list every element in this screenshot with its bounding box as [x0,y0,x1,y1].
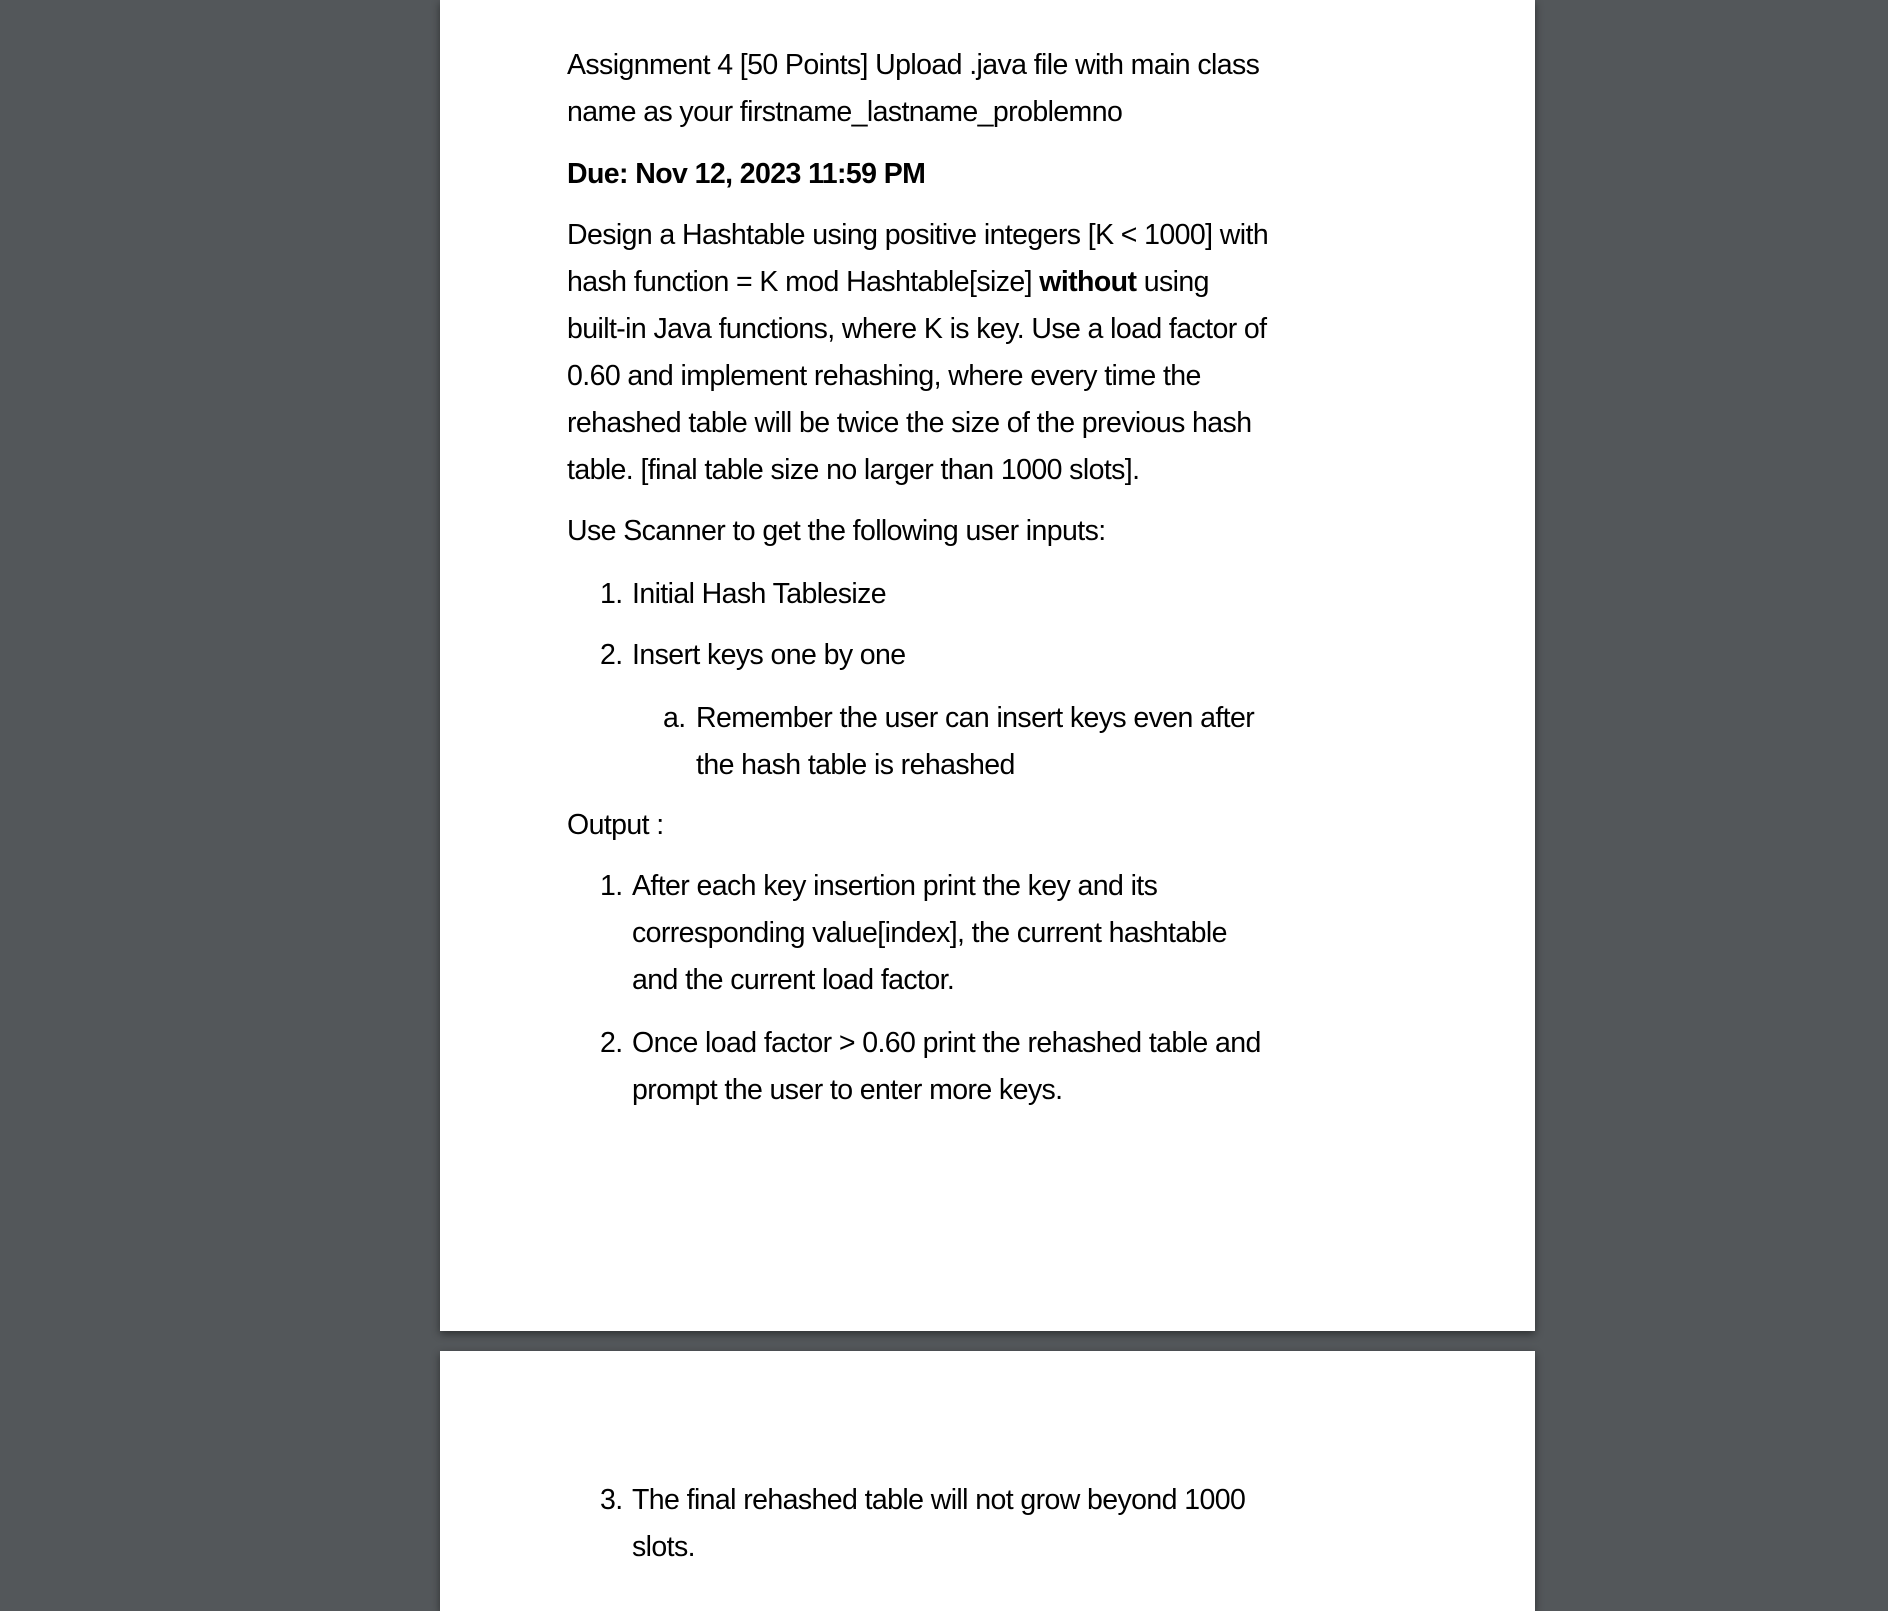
description-line: built-in Java functions, where K is key. Use a load factor of [567,313,1267,345]
list-text: The final rehashed table will not grow beyond 1000 [632,1484,1246,1516]
description-line: Design a Hashtable using positive integers [K < 1000] with [567,219,1269,251]
list-number: 2. [600,1027,623,1059]
title-line: name as your firstname_lastname_problemno [567,96,1123,128]
list-number: 1. [600,870,623,902]
description-line [567,259,1268,306]
list-text: Initial Hash Tablesize [632,578,887,610]
input-sub-item-a [663,695,1254,789]
list-text: Insert keys one by one [632,639,906,671]
assignment-title [567,42,1259,136]
output-item-2 [600,1020,1261,1114]
title-line: Assignment 4 [50 Points] Upload .java file with main class [567,49,1260,81]
text: using [1136,266,1209,298]
list-text: slots. [632,1531,695,1563]
list-text: prompt the user to enter more keys. [632,1074,1063,1106]
list-text: Once load factor > 0.60 print the rehashed table and [632,1027,1261,1059]
description-line: table. [final table size no larger than 1000 slots]. [567,454,1140,486]
list-number: 2. [600,639,623,671]
inputs-heading: Use Scanner to get the following user inputs: [567,515,1106,547]
list-number: 1. [600,578,623,610]
description-line: rehashed table will be twice the size of the previous hash [567,407,1252,439]
list-text: the hash table is rehashed [696,749,1015,781]
list-text: corresponding value[index], the current hashtable [632,917,1227,949]
input-item-2 [600,632,906,679]
emphasis-without: without [1039,266,1137,298]
description-line: 0.60 and implement rehashing, where every time the [567,360,1201,392]
list-text: and the current load factor. [632,964,955,996]
list-number: 3. [600,1484,623,1516]
document-page-1 [440,0,1535,1331]
description [567,212,1268,494]
text: hash function = K mod Hashtable[size] [567,266,1040,298]
list-text: After each key insertion print the key and its [632,870,1158,902]
list-letter: a. [663,702,686,734]
document-page-2 [440,1351,1535,1611]
output-heading: Output : [567,809,664,841]
output-item-1 [600,863,1227,1004]
list-text: Remember the user can insert keys even after [696,702,1255,734]
input-item-1 [600,571,886,618]
output-item-3 [600,1477,1245,1571]
due-date: Due: Nov 12, 2023 11:59 PM [567,158,926,190]
